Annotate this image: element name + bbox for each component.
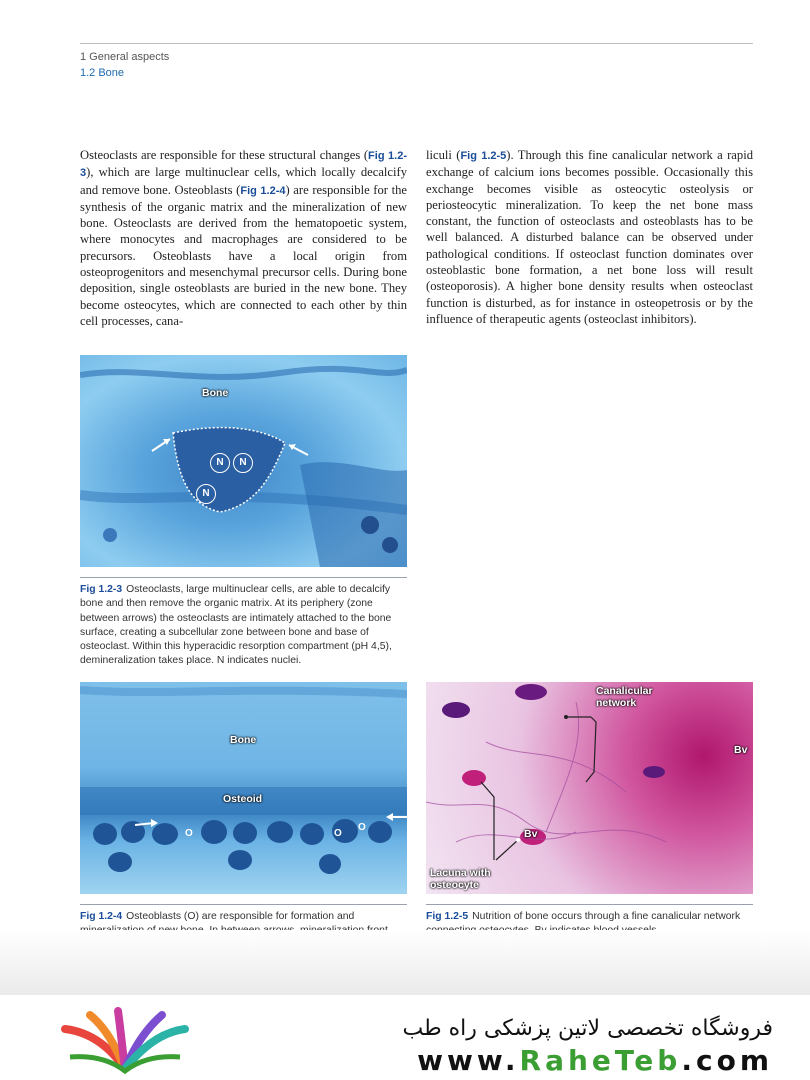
caption-rule [426, 904, 753, 905]
figure-caption-1-2-3 [80, 583, 407, 669]
body-text-left-column [80, 147, 407, 329]
fig1-bone-label: Bone [202, 387, 229, 399]
fig2-osteoblast-marker: O [334, 828, 342, 839]
store-url-suffix: .com [681, 1044, 773, 1077]
body-text-run: ). Through this fine canalicular network a rapid exchange of calcium ions becomes possible. Occasionally this exchange becomes visible as osteocytic osteolysis or periosteocytic mineralization. To keep the net bone mass constant, the function of osteoclasts and osteoblasts has to be well balanced. A disturbed balance can be observed under pathological conditions. If osteoclast function dominates over osteoblastic bone formation, a net bone loss will result (osteoporosis). A higher bone density results when osteoclast function is disturbed, as for instance in osteopetrosis or by the influence of therapeutic agents (osteoclast inhibitors). [426, 148, 753, 326]
figure-osteoblast-micrograph [80, 682, 407, 894]
fig3-blood-vessel-label: Bv [524, 828, 538, 840]
figure-reference-link[interactable]: Fig 1.2-3 [80, 150, 407, 180]
store-url-brand: RaheTeb [519, 1044, 682, 1077]
store-name: فروشگاه تخصصی لاتین پزشکی راه طب [402, 1016, 773, 1041]
fig1-nucleus-marker: N [233, 453, 253, 473]
fig3-canalicular-network-label: Canalicular network [596, 685, 653, 709]
caption-text: Nutrition of bone occurs through a fine canalicular network [472, 911, 741, 922]
fig1-nucleus-marker: N [196, 484, 216, 504]
caption-rule [80, 904, 407, 905]
store-url-prefix: www. [417, 1044, 520, 1077]
figure-reference-link[interactable]: Fig 1.2-5 [460, 150, 507, 162]
figure-canalicular-network-micrograph [426, 682, 753, 894]
fig3-blood-vessel-label: Bv [734, 744, 748, 756]
fig2-bone-label: Bone [230, 734, 257, 746]
fig2-osteoid-label: Osteoid [223, 793, 263, 805]
body-text-right-column [426, 147, 753, 327]
running-header-chapter: 1 General aspects [80, 51, 170, 63]
body-text-run: Osteoclasts are responsible for these structural changes ( [80, 148, 369, 162]
figure-reference-link[interactable]: Fig 1.2-4 [240, 184, 286, 197]
store-url[interactable] [417, 1044, 773, 1077]
body-text-run: liculi ( [426, 148, 461, 162]
caption-label: Fig 1.2-3 [80, 584, 123, 595]
caption-label: Fig 1.2-5 [426, 911, 469, 922]
header-rule [80, 43, 753, 44]
fig1-nucleus-marker: N [210, 453, 230, 473]
body-text-run: ) are responsible for the synthesis of the organic matrix and the mineralization of new bone. Osteoclasts are derived from the hematopoetic system, where monocytes and macrophages are considered to be precursors. Osteoblasts have a local origin from osteoprogenitors and mesenchymal precursor cells. During bone deposition, single osteoblasts are buried in the new bone. They become osteocytes, which are connected to each other by thin cell processes, cana- [80, 182, 408, 328]
open-book-logo-icon [60, 1007, 190, 1077]
fig3-lacuna-label: Lacuna with osteocyte [430, 867, 491, 891]
fig2-osteoblast-marker: O [185, 828, 193, 839]
figure-osteoclast-micrograph [80, 355, 407, 567]
caption-rule [80, 577, 407, 578]
caption-text: Osteoblasts (O) are responsible for formation and [126, 911, 355, 922]
body-text-run: ), which are large multinuclear cells, which locally decalcify and remove bone. Osteoblasts ( [80, 165, 407, 197]
caption-text: Osteoclasts, large multinuclear cells, are able to decalcify bone and then remove the organic matrix. At its periphery (zone between arrows) the osteoclasts are intimately attached to the bone surface, creating a subcellular zone between bone and base of osteoclast. Within this hyperacidic resorption compartment (pH 4,5), demineralization takes place. N indicates nuclei. [80, 584, 392, 667]
fig2-osteoblast-marker: O [358, 822, 366, 833]
running-header-section: 1.2 Bone [80, 67, 125, 79]
caption-label: Fig 1.2-4 [80, 911, 123, 922]
